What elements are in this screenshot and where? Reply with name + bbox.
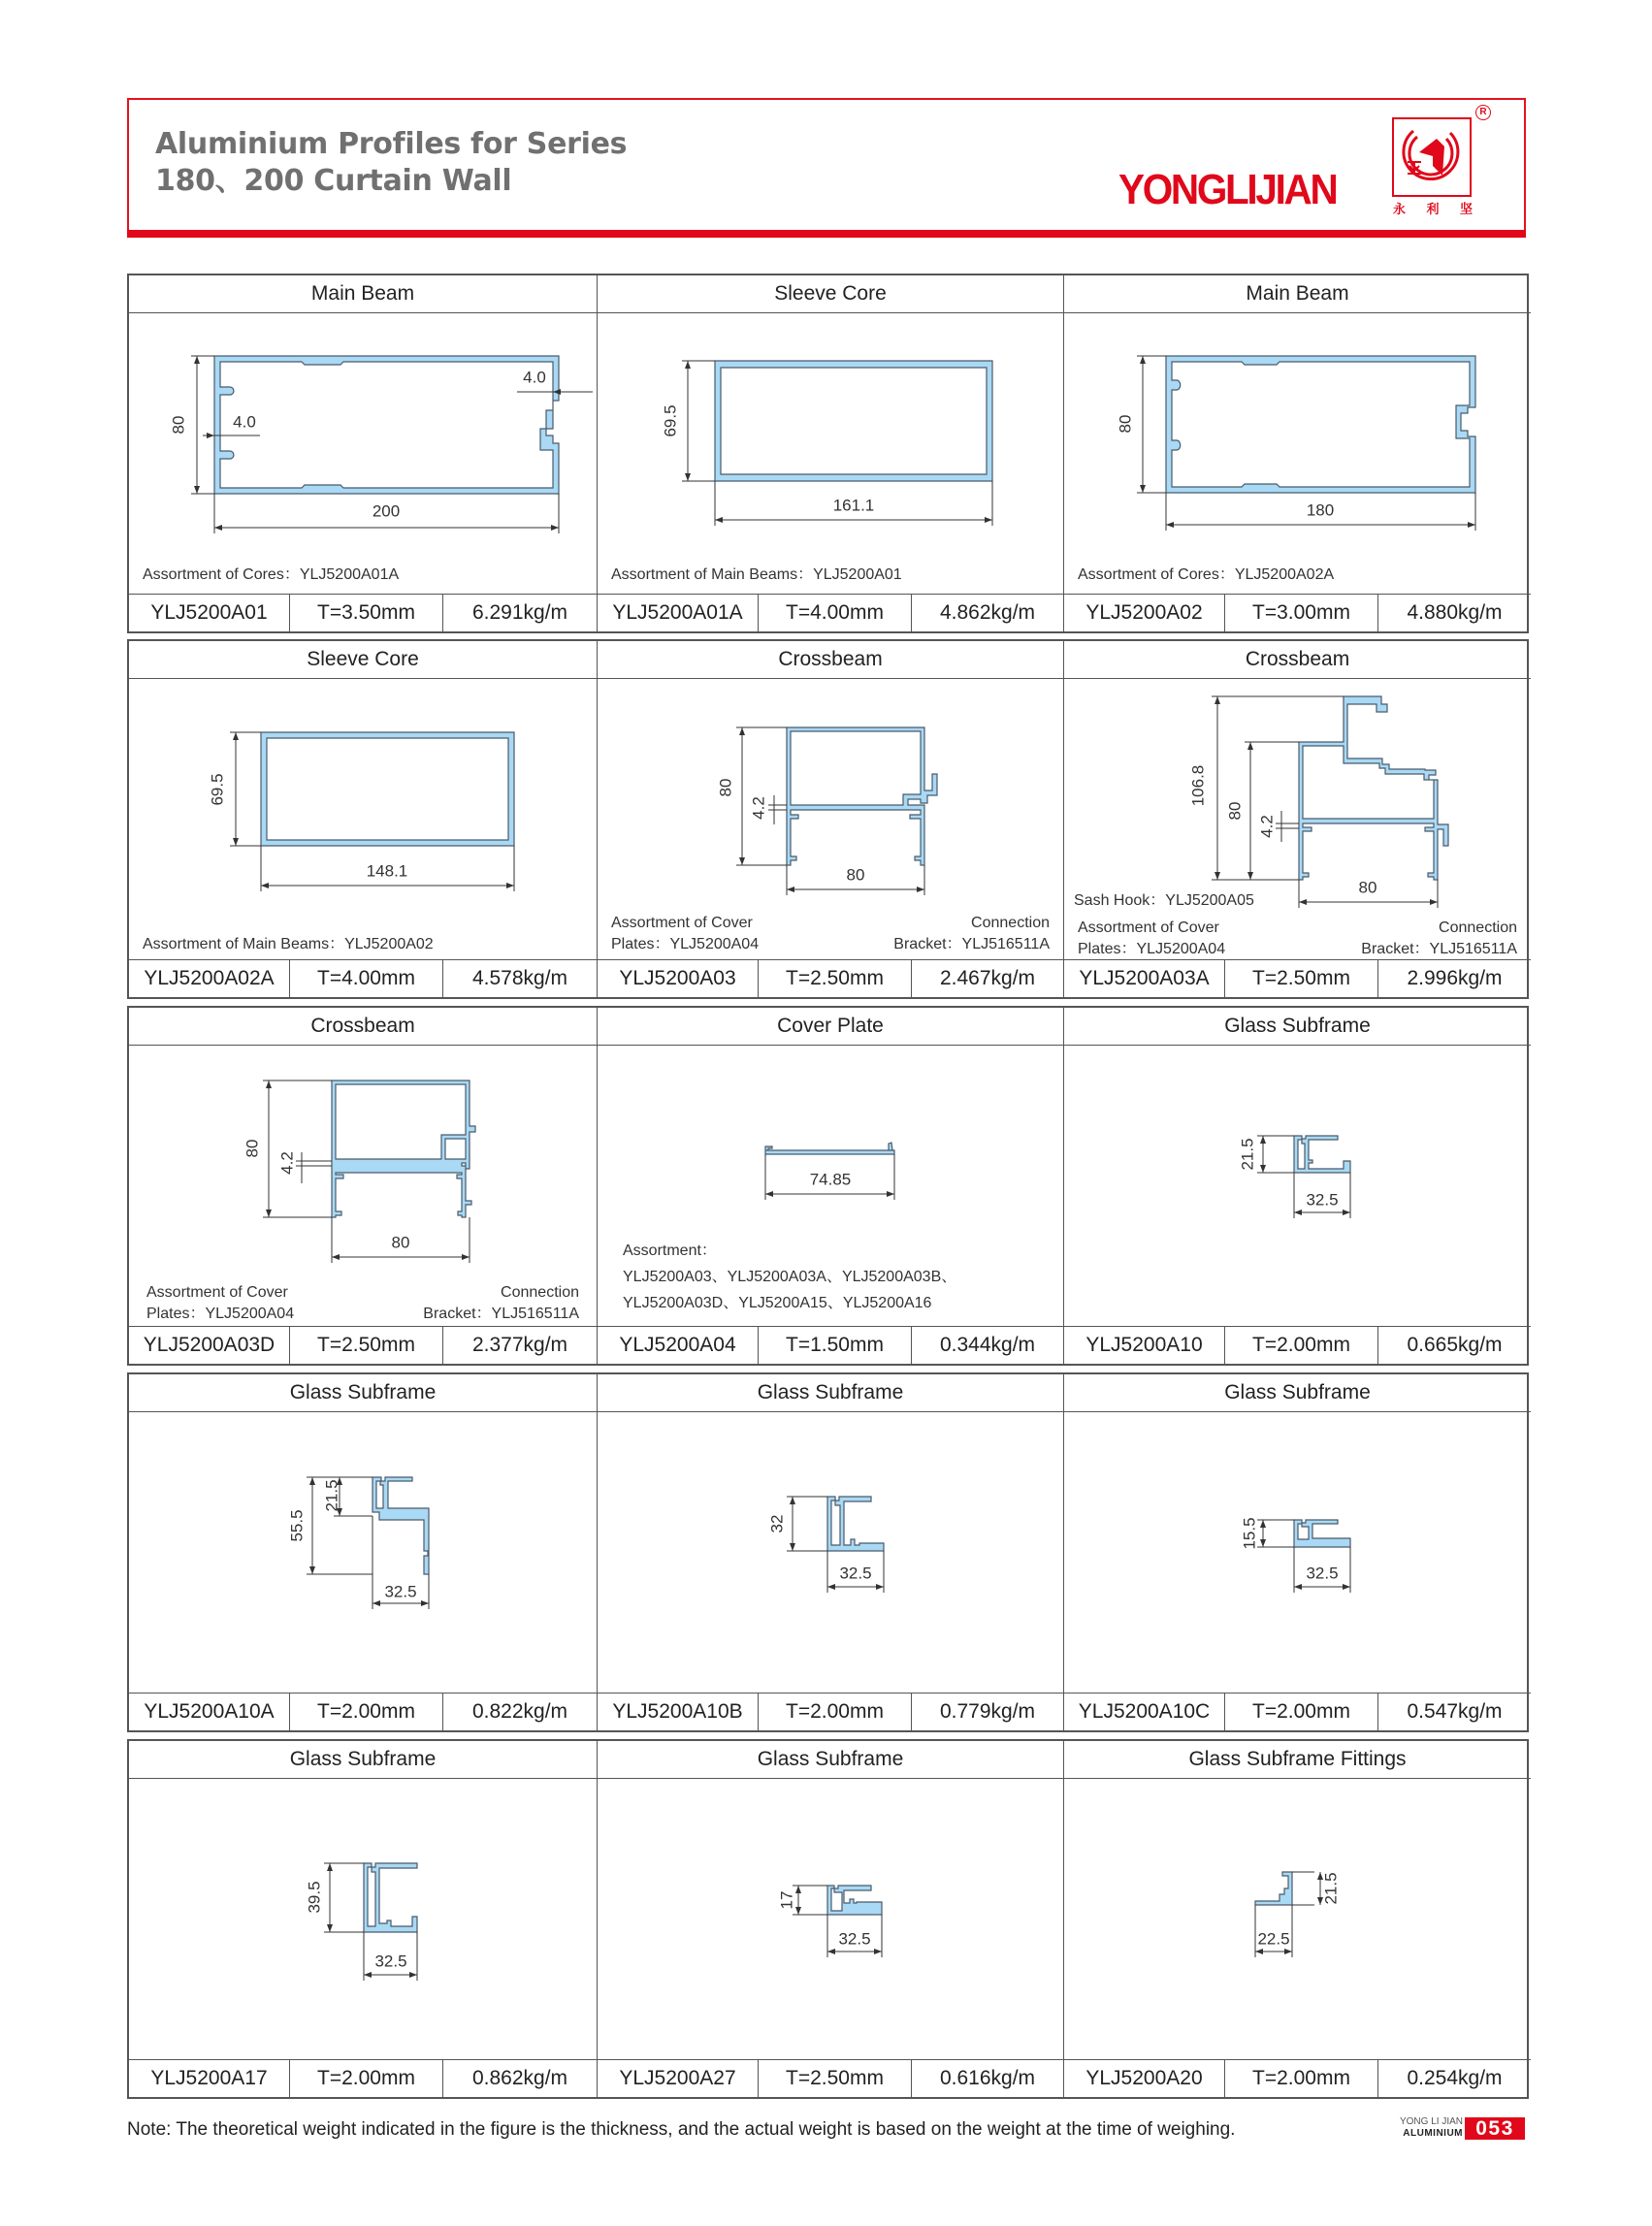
profile-cell: [1063, 641, 1531, 997]
dimension-label: 32.5: [384, 1582, 417, 1601]
profile-cell: [129, 275, 597, 631]
profile-note: Connection: [501, 1284, 579, 1301]
profile-thickness: T=2.50mm: [1224, 960, 1377, 997]
dimension-label: 21.5: [1321, 1872, 1341, 1905]
profile-title: Main Beam: [1064, 275, 1531, 313]
profile-spec-row: [598, 594, 1063, 631]
profile-note: Assortment of Cores：YLJ5200A02A: [1078, 566, 1335, 583]
profile-note: Assortment：: [623, 1242, 717, 1259]
profile-thickness: T=2.00mm: [1224, 2060, 1377, 2097]
profile-title: Glass Subframe: [598, 1741, 1063, 1779]
profile-code: YLJ5200A02: [1085, 601, 1203, 624]
profile-spec-row: [129, 959, 597, 997]
profile-title: Glass Subframe: [1064, 1374, 1531, 1412]
profile-thickness: T=4.00mm: [289, 960, 442, 997]
profile-title: Glass Subframe Fittings: [1064, 1741, 1531, 1779]
profile-drawing: [129, 679, 597, 962]
dimension-label: 80: [1225, 801, 1245, 821]
dimension-label: 69.5: [661, 404, 680, 437]
profile-note: Bracket：YLJ516511A: [893, 936, 1050, 952]
profile-title: Main Beam: [129, 275, 597, 313]
profile-note: YLJ5200A03、YLJ5200A03A、YLJ5200A03B、: [623, 1269, 957, 1285]
profile-cell: [129, 1008, 597, 1364]
profile-code: YLJ5200A04: [619, 1334, 736, 1356]
profile-drawing: [1064, 1046, 1531, 1329]
profile-row: [127, 1006, 1529, 1366]
dimension-label: 4.2: [277, 1151, 297, 1175]
profile-weight: 4.862kg/m: [911, 595, 1063, 631]
profile-thickness: T=2.50mm: [758, 2060, 911, 2097]
profile-spec-row: [129, 594, 597, 631]
profile-title: Glass Subframe: [129, 1741, 597, 1779]
dimension-label: 21.5: [322, 1479, 341, 1512]
profile-spec-row: [1064, 1326, 1531, 1364]
profile-title: Cover Plate: [598, 1008, 1063, 1046]
profile-weight: 0.779kg/m: [911, 1694, 1063, 1730]
profile-drawing: [129, 1046, 597, 1329]
page-title: [155, 126, 627, 200]
profile-weight: 0.616kg/m: [911, 2060, 1063, 2097]
profile-weight: 0.822kg/m: [442, 1694, 597, 1730]
profile-spec-row: [1064, 1693, 1531, 1730]
profile-drawing: [129, 1779, 597, 2062]
profile-cell: [597, 275, 1063, 631]
profile-cell: [597, 1008, 1063, 1364]
profile-note: Assortment of Cores：YLJ5200A01A: [143, 566, 400, 583]
dimension-label: 39.5: [305, 1881, 324, 1914]
profile-note: Assortment of Cover: [1078, 919, 1219, 936]
profile-spec-row: [129, 1326, 597, 1364]
profile-note: Connection: [971, 915, 1050, 931]
profile-code: YLJ5200A02A: [144, 967, 275, 989]
dimension-label: 69.5: [208, 773, 227, 806]
profile-cell: [1063, 1008, 1531, 1364]
profile-weight: 4.880kg/m: [1377, 595, 1531, 631]
dimension-label: 80: [391, 1233, 410, 1252]
profile-title: Sleeve Core: [129, 641, 597, 679]
profile-section-icon: [1064, 1779, 1532, 2062]
profile-section-icon: [598, 1779, 1064, 2062]
profile-spec-row: [129, 1693, 597, 1730]
profile-note: Plates：YLJ5200A04: [1078, 941, 1226, 957]
header-red-bar: [127, 230, 1526, 238]
dimension-label: 22.5: [1257, 1929, 1290, 1949]
profile-drawing: [598, 679, 1063, 962]
footer-note: Note: The theoretical weight indicated in the figure is the thickness, and the actual weight is based on the weight at the time of weighing.: [127, 2119, 1236, 2140]
profile-code: YLJ5200A20: [1085, 2067, 1203, 2089]
profile-code: YLJ5200A10C: [1078, 1700, 1211, 1723]
profile-note: Plates：YLJ5200A04: [611, 936, 760, 952]
badge-brand-line-1: YONG LI JIAN: [1399, 2116, 1463, 2127]
profile-section-icon: [129, 679, 597, 962]
badge-brand-line-2: ALUMINIUM: [1403, 2128, 1463, 2139]
profile-drawing: [1064, 313, 1531, 597]
profile-note: Assortment of Cover: [146, 1284, 288, 1301]
profile-thickness: T=3.00mm: [1224, 595, 1377, 631]
profile-section-icon: [598, 313, 1064, 597]
profile-note: Bracket：YLJ516511A: [423, 1306, 579, 1322]
profile-note: Assortment of Main Beams：YLJ5200A01: [611, 566, 902, 583]
dimension-label: 4.0: [523, 368, 546, 387]
profile-title: Glass Subframe: [129, 1374, 597, 1412]
brand-chinese-name: [1393, 203, 1473, 218]
profile-drawing: [1064, 679, 1531, 962]
dimension-label: 106.8: [1188, 764, 1208, 807]
dimension-label: 148.1: [366, 861, 408, 881]
dimension-label: 80: [169, 415, 188, 435]
dimension-label: 4.2: [1257, 815, 1277, 838]
profile-spec-row: [1064, 2059, 1531, 2097]
profile-code: YLJ5200A03D: [143, 1334, 275, 1356]
dimension-label: 32.5: [374, 1952, 407, 1971]
profile-spec-row: [598, 1693, 1063, 1730]
profile-note: Assortment of Cover: [611, 915, 753, 931]
dimension-label: 180: [1306, 500, 1335, 520]
profile-spec-row: [598, 959, 1063, 997]
profile-cell: [129, 1741, 597, 2097]
profile-note: Plates：YLJ5200A04: [146, 1306, 295, 1322]
profile-weight: 0.665kg/m: [1377, 1327, 1531, 1364]
dimension-label: 80: [716, 778, 735, 797]
profile-thickness: T=1.50mm: [758, 1327, 911, 1364]
profile-drawing: [598, 1412, 1063, 1695]
page-title-line-1: Aluminium Profiles for Series: [155, 127, 628, 161]
brand-name: YONGLIJIAN: [1118, 166, 1337, 213]
profile-drawing: [129, 313, 597, 597]
profile-note: Connection: [1439, 919, 1517, 936]
profile-section-icon: [1064, 1046, 1532, 1329]
profile-cell: [597, 1741, 1063, 2097]
brand-cn-char: 利: [1426, 203, 1440, 217]
profile-code: YLJ5200A01: [150, 601, 268, 624]
profile-code: YLJ5200A03A: [1079, 967, 1210, 989]
profile-title: Crossbeam: [598, 641, 1063, 679]
profile-spec-row: [129, 2059, 597, 2097]
profile-thickness: T=2.00mm: [1224, 1694, 1377, 1730]
profile-row: [127, 1739, 1529, 2099]
profile-row: [127, 274, 1529, 633]
profile-section-icon: [129, 1779, 597, 2062]
profile-cell: [597, 641, 1063, 997]
profile-drawing: [1064, 1779, 1531, 2062]
profile-spec-row: [598, 2059, 1063, 2097]
profile-thickness: T=3.50mm: [289, 595, 442, 631]
profile-code: YLJ5200A10: [1085, 1334, 1203, 1356]
profile-weight: 2.377kg/m: [442, 1327, 597, 1364]
profile-drawing: [598, 1779, 1063, 2062]
profile-code: YLJ5200A01A: [612, 601, 743, 624]
dimension-label: 21.5: [1238, 1138, 1257, 1171]
profile-drawing: [1064, 1412, 1531, 1695]
profile-title: Sleeve Core: [598, 275, 1063, 313]
dimension-label: 4.2: [749, 796, 768, 820]
profile-weight: 0.862kg/m: [442, 2060, 597, 2097]
profile-thickness: T=2.00mm: [1224, 1327, 1377, 1364]
dimension-label: 17: [777, 1890, 796, 1910]
dimension-label: 32.5: [839, 1564, 872, 1583]
profile-code: YLJ5200A10B: [612, 1700, 743, 1723]
profile-section-icon: [598, 1412, 1064, 1695]
profile-thickness: T=2.00mm: [289, 1694, 442, 1730]
profile-note: Bracket：YLJ516511A: [1361, 941, 1517, 957]
profile-code: YLJ5200A17: [150, 2067, 268, 2089]
brand-logo-icon: [1392, 117, 1472, 197]
profile-note: Assortment of Main Beams：YLJ5200A02: [143, 936, 434, 952]
profile-section-icon: [1064, 1412, 1532, 1695]
dimension-label: 55.5: [287, 1509, 307, 1542]
profile-weight: 4.578kg/m: [442, 960, 597, 997]
brand-cn-char: 永: [1393, 203, 1407, 217]
dimension-label: 4.0: [233, 412, 256, 432]
profile-cell: [597, 1374, 1063, 1730]
profile-note: YLJ5200A03D、YLJ5200A15、YLJ5200A16: [623, 1295, 932, 1311]
registered-mark-icon: R: [1475, 105, 1491, 120]
profile-thickness: T=2.00mm: [758, 1694, 911, 1730]
badge-brand-text: [1377, 2116, 1463, 2140]
dimension-label: 32: [767, 1514, 787, 1533]
dimension-label: 80: [243, 1139, 262, 1158]
page-number-badge: 053: [1465, 2117, 1525, 2140]
profile-weight: 2.996kg/m: [1377, 960, 1531, 997]
profile-thickness: T=2.00mm: [289, 2060, 442, 2097]
dimension-label: 32.5: [838, 1929, 871, 1949]
dimension-label: 200: [372, 501, 401, 521]
profile-weight: 0.254kg/m: [1377, 2060, 1531, 2097]
profile-weight: 6.291kg/m: [442, 595, 597, 631]
profile-drawing: [598, 1046, 1063, 1329]
dimension-label: 161.1: [832, 496, 875, 515]
profile-weight: 0.344kg/m: [911, 1327, 1063, 1364]
profile-title: Glass Subframe: [1064, 1008, 1531, 1046]
dimension-label: 15.5: [1240, 1517, 1259, 1550]
dimension-label: 74.85: [809, 1170, 852, 1189]
profile-section-icon: [129, 1412, 597, 1695]
profile-cell: [129, 641, 597, 997]
profile-cell: [1063, 1374, 1531, 1730]
dimension-label: 32.5: [1306, 1564, 1339, 1583]
profile-thickness: T=2.50mm: [289, 1327, 442, 1364]
profile-thickness: T=2.50mm: [758, 960, 911, 997]
profile-drawing: [129, 1412, 597, 1695]
profile-row: [127, 1372, 1529, 1732]
profile-spec-row: [1064, 959, 1531, 997]
profile-section-icon: [1064, 313, 1532, 597]
profile-cell: [1063, 275, 1531, 631]
dimension-label: 80: [846, 865, 865, 885]
profile-cell: [1063, 1741, 1531, 2097]
page-title-line-2: 180、200 Curtain Wall: [155, 164, 512, 198]
dimension-label: 80: [1358, 878, 1377, 897]
brand-cn-char: 坚: [1459, 203, 1473, 217]
dimension-label: 80: [1116, 414, 1135, 434]
profile-title: Glass Subframe: [598, 1374, 1063, 1412]
profile-thickness: T=4.00mm: [758, 595, 911, 631]
dimension-label: 32.5: [1306, 1190, 1339, 1210]
profile-section-icon: [129, 313, 597, 597]
profile-weight: 2.467kg/m: [911, 960, 1063, 997]
profile-code: YLJ5200A27: [619, 2067, 736, 2089]
profile-code: YLJ5200A10A: [144, 1700, 275, 1723]
profile-code: YLJ5200A03: [619, 967, 736, 989]
profile-spec-row: [1064, 594, 1531, 631]
profile-cell: [129, 1374, 597, 1730]
profile-drawing: [598, 313, 1063, 597]
profile-row: [127, 639, 1529, 999]
profile-note: Sash Hook：YLJ5200A05: [1074, 892, 1254, 909]
profile-weight: 0.547kg/m: [1377, 1694, 1531, 1730]
profile-title: Crossbeam: [129, 1008, 597, 1046]
profile-spec-row: [598, 1326, 1063, 1364]
profile-title: Crossbeam: [1064, 641, 1531, 679]
